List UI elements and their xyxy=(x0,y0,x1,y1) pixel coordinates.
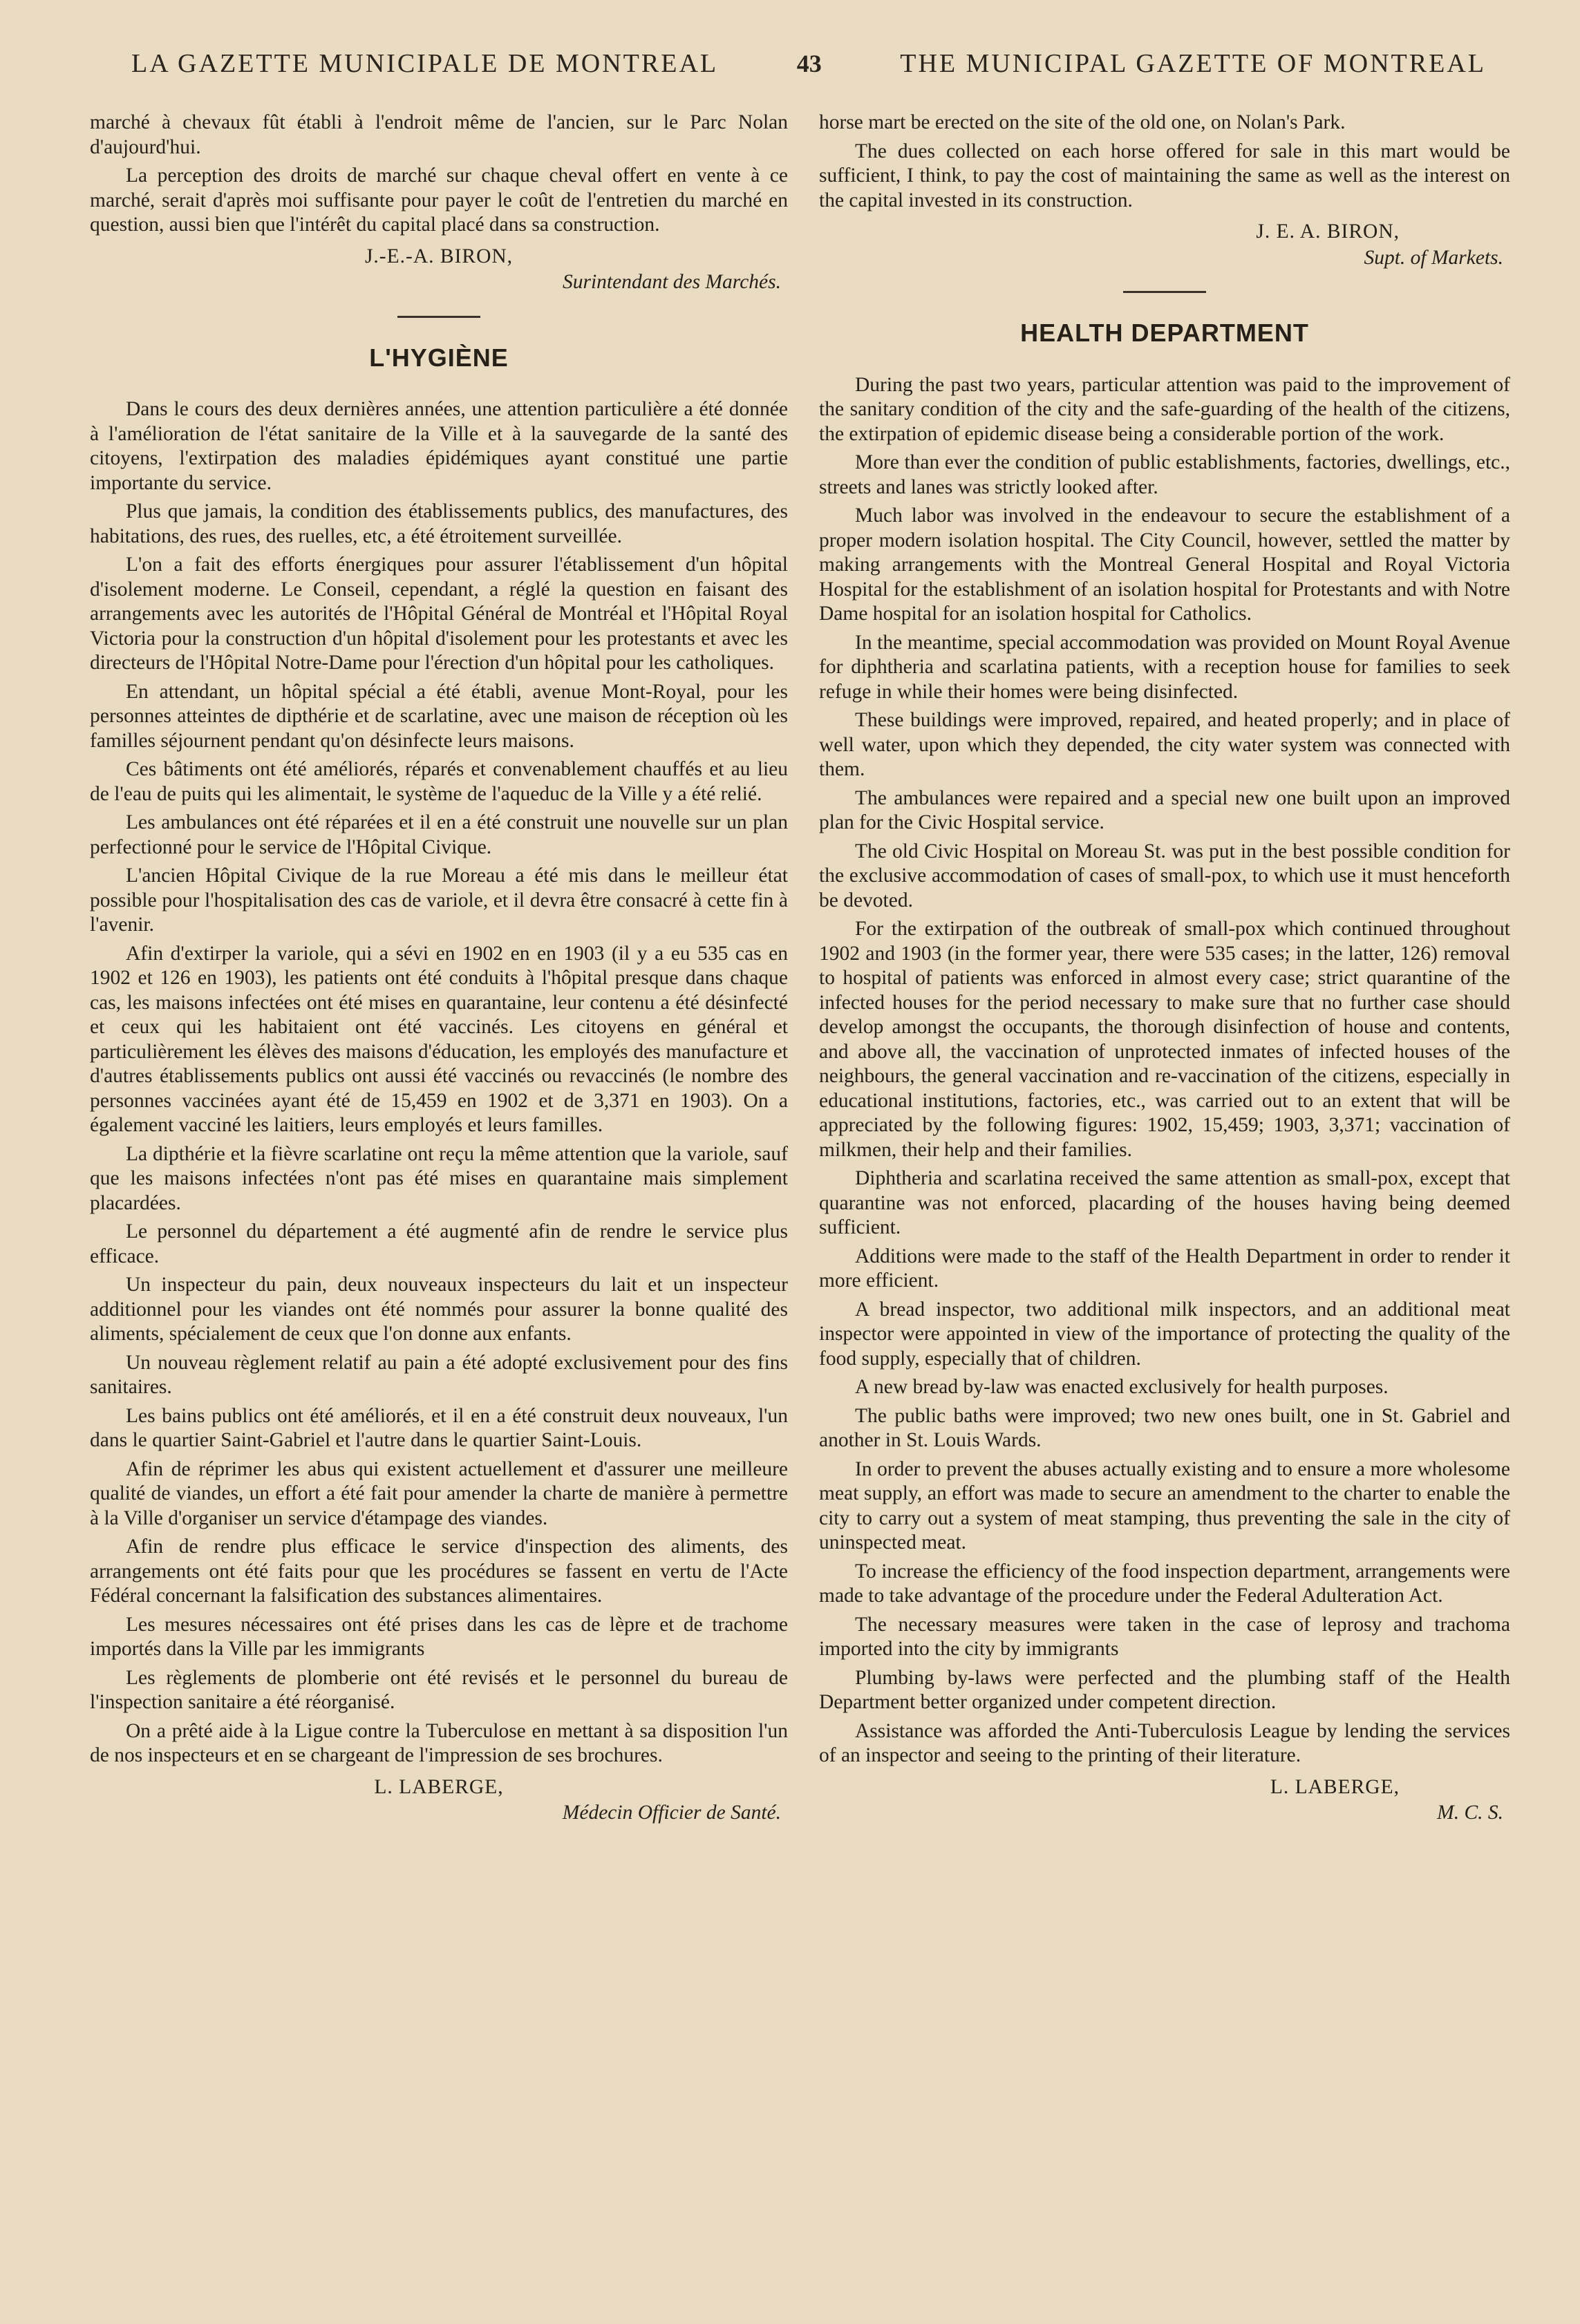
section-divider xyxy=(1123,291,1206,293)
paragraph: Dans le cours des deux dernières années, une attention particulière a été donnée à l'amélioration de l'état sanitaire de la Ville et à la sauvegarde de la santé des citoyens, l'extirpation des maladies épidémiques ayant constitué une partie importante du service. xyxy=(90,398,788,494)
paragraph: A new bread by-law was enacted exclusively for health purposes. xyxy=(855,1376,1389,1398)
paragraph: Les règlements de plomberie ont été revisés et le personnel du bureau de l'inspection sanitaire a été réorganisé. xyxy=(90,1666,788,1713)
paragraph: The dues collected on each horse offered for sale in this mart would be sufficient, I think, to pay the cost of maintaining the same as well as the interest on the capital invested in its construction. xyxy=(819,140,1510,211)
signature-title: M. C. S. xyxy=(1437,1802,1503,1824)
signature-name: L. LABERGE, xyxy=(1270,1775,1400,1798)
paragraph: The ambulances were repaired and a special new one built upon an improved plan for the Civic Hospital service. xyxy=(819,786,1510,833)
paragraph: Diphtheria and scarlatina received the same attention as small-pox, except that quarantine was not enforced, placarding of the houses having being deemed sufficient. xyxy=(819,1167,1510,1238)
paragraph: Additions were made to the staff of the Health Department in order to render it more efficient. xyxy=(819,1245,1510,1292)
section-heading: L'HYGIÈNE xyxy=(369,343,509,372)
paragraph: Ces bâtiments ont été améliorés, réparés et convenablement chauffés et au lieu de l'eau de puits qui les alimentait, le système de l'aqueduc de la Ville y a été relié. xyxy=(90,758,788,805)
running-head xyxy=(131,48,1486,79)
paragraph: On a prêté aide à la Ligue contre la Tuberculose en mettant à sa disposition l'un de nos inspecteurs et en se chargeant de l'impression de ses brochures. xyxy=(90,1719,788,1766)
paragraph: Les mesures nécessaires ont été prises dans les cas de lèpre et de trachome importés dans la Ville par les immigrants xyxy=(90,1613,788,1660)
section-heading: HEALTH DEPARTMENT xyxy=(1020,319,1309,347)
page-number: 43 xyxy=(796,50,822,77)
paragraph: Les bains publics ont été améliorés, et il en a été construit deux nouveaux, l'un dans le quartier Saint-Gabriel et l'autre dans le quartier Saint-Louis. xyxy=(90,1404,788,1451)
paragraph: La dipthérie et la fièvre scarlatine ont reçu la même attention que la variole, sauf que les maisons infectées n'ont pas été mises en quarantaine mais simplement placardées. xyxy=(90,1142,788,1214)
paragraph: A bread inspector, two additional milk inspectors, and an additional meat inspector were appointed in view of the importance of protecting the quality of the food supply, especially that of children. xyxy=(819,1298,1510,1370)
paragraph: In the meantime, special accommodation was provided on Mount Royal Avenue for diphtheria and scarlatina patients, with a reception house for families to seek refuge in while their homes were being disinfected. xyxy=(819,631,1510,703)
paragraph: Assistance was afforded the Anti-Tuberculosis League by lending the services of an inspector and seeing to the printing of their literature. xyxy=(819,1719,1510,1766)
paragraph: En attendant, un hôpital spécial a été établi, avenue Mont-Royal, pour les personnes atteintes de dipthérie et de scarlatine, avec une maison de réception où les familles séjournent pendant qu'on désinfecte leurs maisons. xyxy=(90,680,788,752)
paragraph: L'ancien Hôpital Civique de la rue Moreau a été mis dans le meilleur état possible pour l'hospitalisation des cas de variole, et il devra être consacré à cette fin à l'avenir. xyxy=(90,865,788,936)
paragraph: Afin de réprimer les abus qui existent actuellement et d'assurer une meilleure qualité de viandes, un effort a été fait pour amender la charte de manière à permettre à la Ville d'organiser un service d'étampage des viandes. xyxy=(90,1457,788,1529)
paragraph: Un nouveau règlement relatif au pain a été adopté exclusivement pour des fins sanitaires. xyxy=(90,1351,788,1398)
paragraph: L'on a fait des efforts énergiques pour assurer l'établissement d'un hôpital d'isolement moderne. Le Conseil, cependant, a réglé la question en faisant des arrangements avec les autorités de l'Hôpital Général de Montréal et l'Hôpital Royal Victoria pour la construction d'un hôpital d'isolement pour les protestants et avec les directeurs de l'Hôpital Notre-Dame pour l'érection d'un hôpital pour les catholiques. xyxy=(90,554,788,674)
paragraph: La perception des droits de marché sur chaque cheval offert en vente à ce marché, serait d'après moi suffisante pour payer le coût de l'entretien du marché en question, aussi bien que l'intérêt du capital placé dans sa construction. xyxy=(90,164,788,236)
paragraph: Les ambulances ont été réparées et il en a été construit une nouvelle sur un plan perfectionné pour le service de l'Hôpital Civique. xyxy=(90,811,788,858)
paragraph: More than ever the condition of public establishments, factories, dwellings, etc., streets and lanes was strictly looked after. xyxy=(819,451,1510,498)
signature-name: J. E. A. BIRON, xyxy=(1256,220,1400,243)
paragraph: Afin de rendre plus efficace le service d'inspection des aliments, des arrangements ont été faits pour que les procédures se fassent en vertu de l'Acte Fédéral concernant la falsification des substances alimentaires. xyxy=(90,1536,788,1607)
paragraph: The necessary measures were taken in the case of leprosy and trachoma imported into the city by immigrants xyxy=(819,1613,1510,1660)
french-column xyxy=(90,111,788,1826)
paragraph: To increase the efficiency of the food inspection department, arrangements were made to take advantage of the procedure under the Federal Adulteration Act. xyxy=(819,1560,1510,1607)
section-divider xyxy=(397,316,480,318)
paragraph: Plus que jamais, la condition des établissements publics, des manufactures, des habitations, des rues, des ruelles, etc, a été étroitement surveillée. xyxy=(90,500,788,547)
signature-title: Médecin Officier de Santé. xyxy=(562,1802,781,1824)
paragraph: Plumbing by-laws were perfected and the plumbing staff of the Health Department better organized under competent direction. xyxy=(819,1666,1510,1713)
paragraph: In order to prevent the abuses actually existing and to ensure a more wholesome meat supply, an effort was made to secure an amendment to the charter to enable the city to carry out a system of meat stamping, thus preventing the sale in the city of uninspected meat. xyxy=(819,1457,1510,1553)
paragraph: During the past two years, particular attention was paid to the improvement of the sanitary condition of the city and the safe-guarding of the health of the citizens, the extirpation of epidemic disease being a considerable portion of the work. xyxy=(819,373,1510,445)
signature-name: J.-E.-A. BIRON, xyxy=(364,245,514,267)
paragraph: Un inspecteur du pain, deux nouveaux inspecteurs du lait et un inspecteur additionnel pour les viandes ont été nommés pour assurer la bonne qualité des aliments, spécialement de ceux que l'on donne aux enfants. xyxy=(90,1274,788,1345)
header-title-french: LA GAZETTE MUNICIPALE DE MONTREAL xyxy=(131,49,719,78)
paragraph: These buildings were improved, repaired, and heated properly; and in place of well water, upon which they depended, the city water system was connected with them. xyxy=(819,709,1510,780)
header-title-english: THE MUNICIPAL GAZETTE OF MONTREAL xyxy=(900,49,1486,78)
signature-name: L. LABERGE, xyxy=(374,1775,504,1798)
paragraph: Le personnel du département a été augmenté afin de rendre le service plus efficace. xyxy=(90,1220,788,1267)
paragraph: horse mart be erected on the site of the old one, on Nolan's Park. xyxy=(819,111,1346,133)
paragraph: Afin d'extirper la variole, qui a sévi en 1902 en en 1903 (il y a eu 535 cas en 1902 et 126 en 1903), les patients ont été conduits à l'hôpital presque dans chaque cas, les maisons infectées ont été mises en quarantaine, leur contenu a été désinfecté et ceux qui les habitaient ont été vaccinés. Les citoyens en général et particulièrement les élèves des maisons d'éducation, les employés des manufacture et d'autres établissements publics ont aussi été vaccinés ou revaccinés (le nombre des personnes vaccinées ayant été de 15,459 en 1902 et de 3,371 en 1903). On a également vacciné les laitiers, leurs employés et leurs familles. xyxy=(90,942,788,1136)
paragraph: The public baths were improved; two new ones built, one in St. Gabriel and another in St. Louis Wards. xyxy=(819,1404,1510,1451)
signature-title: Surintendant des Marchés. xyxy=(563,271,781,293)
paragraph: The old Civic Hospital on Moreau St. was put in the best possible condition for the exclusive accommodation of cases of small-pox, to which use it must henceforth be devoted. xyxy=(819,840,1510,911)
signature-title: Supt. of Markets. xyxy=(1364,246,1503,269)
paragraph: Much labor was involved in the endeavour to secure the establishment of a proper modern isolation hospital. The City Council, however, settled the matter by making arrangements with the Montreal General Hospital and Royal Victoria Hospital for the establishment of an isolation hospital for Protestants and with Notre Dame hospital for an isolation hospital for Catholics. xyxy=(819,504,1510,625)
english-column xyxy=(819,111,1510,1826)
paragraph: marché à chevaux fût établi à l'endroit même de l'ancien, sur le Parc Nolan d'aujourd'hui. xyxy=(90,111,788,158)
paragraph: For the extirpation of the outbreak of small-pox which continued throughout 1902 and 1903 (in the former year, there were 535 cases; in the latter, 126) removal to hospital of patients was enforced in almost every case; strict quarantine of the infected houses for the period necessary to make sure that no further case should develop amongst the occupants, the thorough disinfection of house and contents, and above all, the vaccination of unprotected inmates of infected houses of the neighbours, the general vaccination and re-vaccination of the citizens, especially in educational institutions, factories, etc., was carried out to an extent that will be appreciated by the following figures: 1902, 15,459; 1903, 3,371; vaccination of milkmen, their help and their families. xyxy=(819,918,1510,1161)
